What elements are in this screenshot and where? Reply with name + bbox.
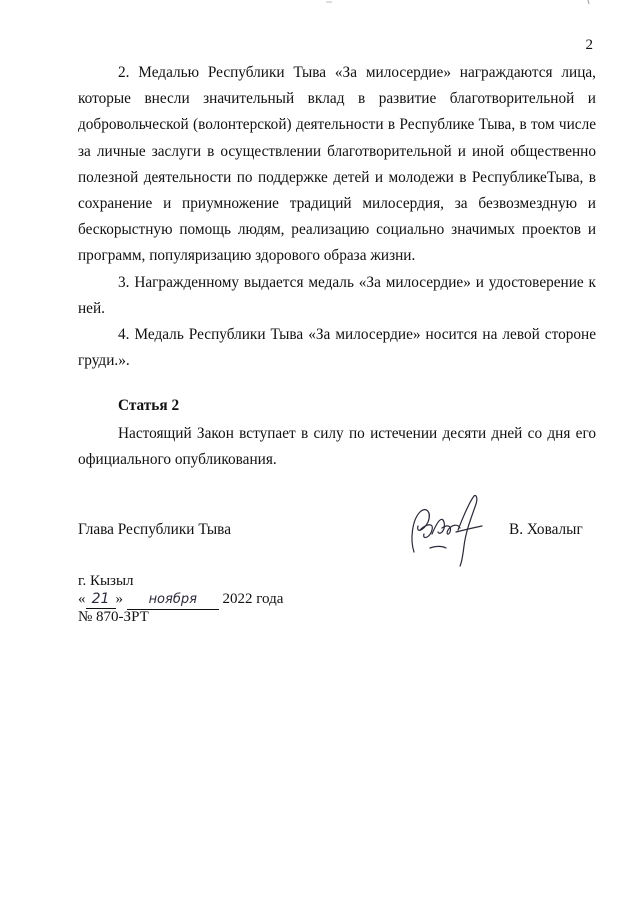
article-heading: Статья 2 xyxy=(118,397,180,414)
scan-edge-marks xyxy=(0,0,640,6)
place-of-signing: г. Кызыл xyxy=(78,573,134,589)
handwritten-signature xyxy=(402,490,492,570)
article-text xyxy=(78,421,596,473)
article-2-paragraph: Настоящий Закон вступает в силу по истечении десяти дней со дня его официального опубликования. xyxy=(78,425,596,469)
law-number: № 870-ЗРТ xyxy=(78,609,149,625)
paragraph-3: 3. Награжденному выдается медаль «За милосердие» и удостоверение к ней. xyxy=(78,273,596,317)
article-1-continuation xyxy=(78,60,596,374)
date-day-handwritten: 21 xyxy=(86,590,116,609)
paragraph-4: 4. Медаль Республики Тыва «За милосердие» носится на левой стороне груди.». xyxy=(78,326,596,370)
paragraph-2: 2. Медалью Республики Тыва «За милосердие» награждаются лица, которые внесли значительный вклад в развитие благотворительной и добровольческой (волонтерской) деятельности в Республике Тыва, в том числе за личные заслуги в осуществлении благотворительной и иной общественно полезной деятельности по поддержке детей и молодежи в РеспубликеТыва, в сохранение и приумножение традиций милосердия, за безвозмездную и бескорыстную помощь людям, реализацию социально значимых проектов и программ, популяризацию здорового образа жизни. xyxy=(78,64,596,265)
date-line xyxy=(78,590,283,610)
signer-name: В. Ховалыг xyxy=(509,521,583,538)
date-month-handwritten: ноября xyxy=(127,591,219,610)
signer-title: Глава Республики Тыва xyxy=(78,521,231,538)
quote-open: « xyxy=(78,591,86,607)
quote-close: » xyxy=(115,591,123,607)
page-number: 2 xyxy=(585,37,593,53)
date-year: 2022 года xyxy=(222,591,284,607)
